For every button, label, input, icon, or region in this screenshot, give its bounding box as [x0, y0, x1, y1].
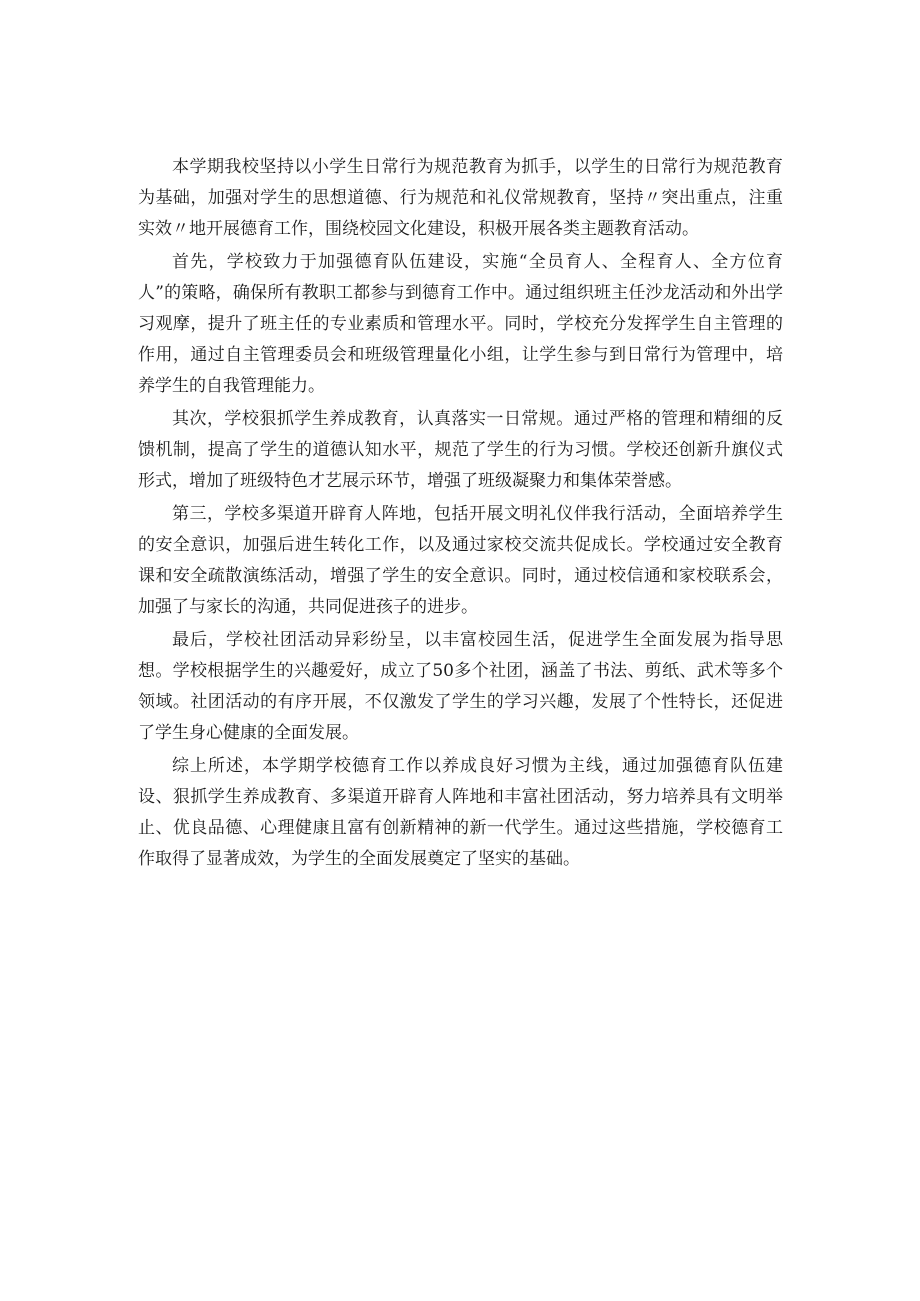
paragraph-last: 最后，学校社团活动异彩纷呈，以丰富校园生活，促进学生全面发展为指导思想。学校根据学生的兴趣爱好，成立了50多个社团，涵盖了书法、剪纸、武术等多个领域。社团活动的有序开展，不仅激发了学生的学习兴趣，发展了个性特长，还促进了学生身心健康的全面发展。 — [138, 630, 783, 743]
paragraph-summary: 综上所述，本学期学校德育工作以养成良好习惯为主线，通过加强德育队伍建设、狠抓学生养成教育、多渠道开辟育人阵地和丰富社团活动，努力培养具有文明举止、优良品德、心理健康且富有创新精神的新一代学生。通过这些措施，学校德育工作取得了显著成效，为学生的全面发展奠定了坚实的基础。 — [138, 756, 783, 869]
paragraph-intro: 本学期我校坚持以小学生日常行为规范教育为抓手，以学生的日常行为规范教育为基础，加强对学生的思想道德、行为规范和礼仪常规教育，坚持〃突出重点，注重实效〃地开展德育工作，围绕校园文化建设，积极开展各类主题教育活动。 — [138, 157, 783, 239]
paragraph-second: 其次，学校狠抓学生养成教育，认真落实一日常规。通过严格的管理和精细的反馈机制，提高了学生的道德认知水平，规范了学生的行为习惯。学校还创新升旗仪式形式，增加了班级特色才艺展示环节，增强了班级凝聚力和集体荣誉感。 — [138, 409, 783, 491]
document-body — [138, 152, 783, 877]
paragraph-third: 第三，学校多渠道开辟育人阵地，包括开展文明礼仪伴我行活动，全面培养学生的安全意识，加强后进生转化工作，以及通过家校交流共促成长。学校通过安全教育课和安全疏散演练活动，增强了学生的安全意识。同时，通过校信通和家校联系会，加强了与家长的沟通，共同促进孩子的进步。 — [138, 504, 783, 617]
paragraph-first: 首先，学校致力于加强德育队伍建设，实施“全员育人、全程育人、全方位育人”的策略，确保所有教职工都参与到德育工作中。通过组织班主任沙龙活动和外出学习观摩，提升了班主任的专业素质和管理水平。同时，学校充分发挥学生自主管理的作用，通过自主管理委员会和班级管理量化小组，让学生参与到日常行为管理中，培养学生的自我管理能力。 — [138, 252, 783, 396]
